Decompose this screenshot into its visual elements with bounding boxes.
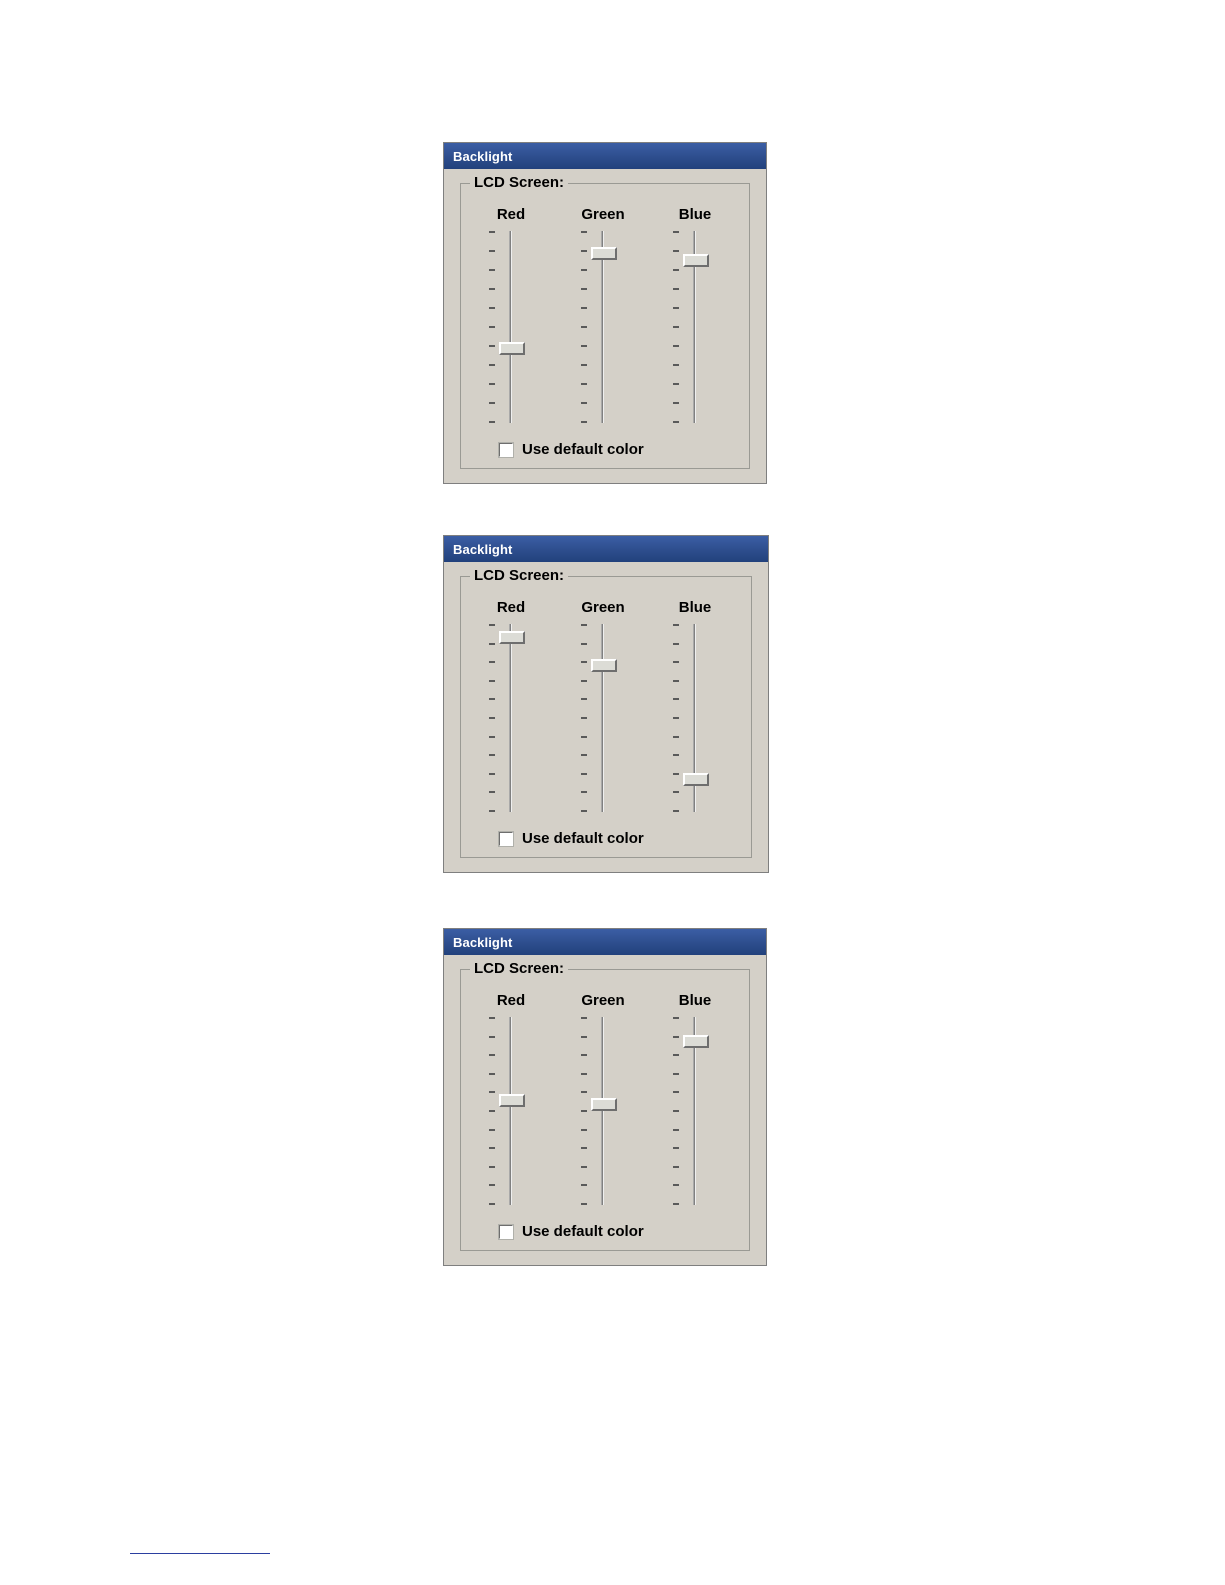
- slider-label-green: Green: [581, 599, 625, 616]
- slider-thumb-blue[interactable]: [683, 773, 709, 786]
- slider-column-green: [575, 599, 631, 812]
- slider-column-blue: [667, 599, 723, 812]
- slider-channel: [509, 231, 512, 423]
- use-default-color-checkbox[interactable]: [499, 832, 513, 846]
- dialog-titlebar[interactable]: [444, 929, 766, 955]
- use-default-color-label: Use default color: [522, 830, 644, 847]
- dialog-client-area: [444, 169, 766, 485]
- groupbox-legend: LCD Screen:: [470, 174, 568, 191]
- footer-hyperlink[interactable]: [130, 1552, 270, 1554]
- slider-channel: [509, 1017, 512, 1205]
- slider-ticks: [581, 1017, 587, 1205]
- slider-ticks: [673, 231, 679, 423]
- groupbox-legend: LCD Screen:: [470, 567, 568, 584]
- slider-label-red: Red: [496, 992, 526, 1009]
- slider-blue[interactable]: [671, 624, 719, 812]
- use-default-color-row[interactable]: [461, 830, 751, 847]
- dialog-title: Backlight: [453, 934, 513, 950]
- slider-thumb-blue[interactable]: [683, 254, 709, 267]
- slider-thumb-red[interactable]: [499, 631, 525, 644]
- slider-thumb-green[interactable]: [591, 659, 617, 672]
- slider-group: [461, 577, 751, 812]
- slider-column-red: [483, 599, 539, 812]
- slider-label-blue: Blue: [678, 599, 712, 616]
- slider-column-red: [483, 992, 539, 1205]
- use-default-color-row[interactable]: [461, 441, 749, 458]
- slider-green[interactable]: [579, 624, 627, 812]
- slider-label-green: Green: [581, 206, 625, 223]
- slider-blue[interactable]: [671, 231, 719, 423]
- backlight-dialog: [443, 535, 769, 873]
- backlight-dialog: [443, 142, 767, 484]
- slider-column-blue: [667, 992, 723, 1205]
- use-default-color-row[interactable]: [461, 1223, 749, 1240]
- dialog-client-area: [444, 955, 766, 1267]
- slider-thumb-red[interactable]: [499, 1094, 525, 1107]
- slider-column-green: [575, 992, 631, 1205]
- lcd-screen-groupbox: [460, 960, 750, 1251]
- slider-blue[interactable]: [671, 1017, 719, 1205]
- slider-thumb-green[interactable]: [591, 247, 617, 260]
- slider-column-blue: [667, 206, 723, 423]
- slider-thumb-green[interactable]: [591, 1098, 617, 1111]
- slider-red[interactable]: [487, 231, 535, 423]
- slider-ticks: [489, 624, 495, 812]
- slider-group: [461, 970, 749, 1205]
- groupbox-legend: LCD Screen:: [470, 960, 568, 977]
- slider-green[interactable]: [579, 1017, 627, 1205]
- use-default-color-label: Use default color: [522, 441, 644, 458]
- backlight-dialog: [443, 928, 767, 1266]
- slider-label-green: Green: [581, 992, 625, 1009]
- slider-channel: [601, 1017, 604, 1205]
- slider-channel: [601, 624, 604, 812]
- slider-red[interactable]: [487, 624, 535, 812]
- slider-label-blue: Blue: [678, 206, 712, 223]
- slider-ticks: [673, 1017, 679, 1205]
- dialog-title: Backlight: [453, 148, 513, 164]
- slider-label-red: Red: [496, 599, 526, 616]
- slider-group: [461, 184, 749, 423]
- slider-label-blue: Blue: [678, 992, 712, 1009]
- slider-green[interactable]: [579, 231, 627, 423]
- use-default-color-checkbox[interactable]: [499, 1225, 513, 1239]
- slider-ticks: [489, 231, 495, 423]
- slider-thumb-red[interactable]: [499, 342, 525, 355]
- slider-channel: [509, 624, 512, 812]
- dialog-client-area: [444, 562, 768, 874]
- lcd-screen-groupbox: [460, 567, 752, 858]
- slider-column-red: [483, 206, 539, 423]
- slider-thumb-blue[interactable]: [683, 1035, 709, 1048]
- slider-red[interactable]: [487, 1017, 535, 1205]
- slider-ticks: [581, 624, 587, 812]
- use-default-color-label: Use default color: [522, 1223, 644, 1240]
- dialog-titlebar[interactable]: [444, 143, 766, 169]
- slider-ticks: [489, 1017, 495, 1205]
- dialog-titlebar[interactable]: [444, 536, 768, 562]
- use-default-color-checkbox[interactable]: [499, 443, 513, 457]
- dialog-title: Backlight: [453, 541, 513, 557]
- slider-label-red: Red: [496, 206, 526, 223]
- slider-column-green: [575, 206, 631, 423]
- slider-ticks: [581, 231, 587, 423]
- slider-ticks: [673, 624, 679, 812]
- lcd-screen-groupbox: [460, 174, 750, 469]
